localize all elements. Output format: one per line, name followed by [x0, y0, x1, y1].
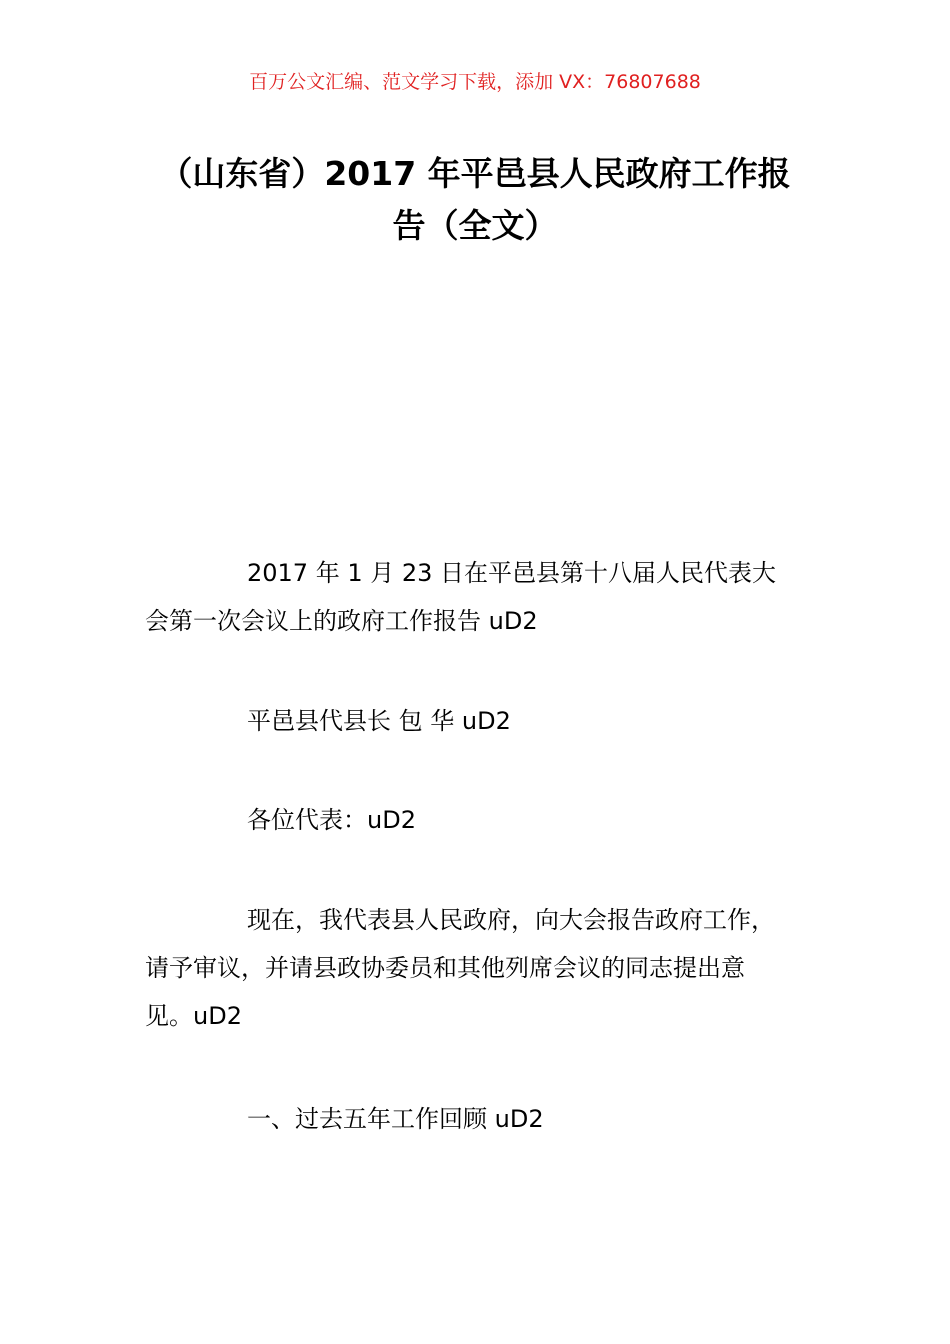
paragraph-line: 会第一次会议上的政府工作报告 uD2 [145, 607, 538, 635]
title-line-1: （山东省）2017 年平邑县人民政府工作报 [159, 154, 791, 193]
paragraph-opening [145, 896, 835, 1040]
title-line-2: 告（全文） [392, 206, 558, 245]
header-watermark-note: 百万公文汇编、范文学习下载，添加 VX：76807688 [249, 71, 701, 93]
paragraph-line: 见。uD2 [145, 1002, 242, 1030]
paragraph-salutation [145, 796, 835, 844]
paragraph-line: 现在，我代表县人民政府，向大会报告政府工作， [247, 906, 775, 934]
paragraph-line: 一、过去五年工作回顾 uD2 [247, 1105, 544, 1133]
paragraph-speaker [145, 697, 835, 745]
section-heading-review [145, 1095, 835, 1143]
paragraph-line: 请予审议，并请县政协委员和其他列席会议的同志提出意 [145, 954, 745, 982]
paragraph-line: 2017 年 1 月 23 日在平邑县第十八届人民代表大 [247, 559, 777, 587]
paragraph-line: 平邑县代县长 包 华 uD2 [247, 707, 511, 735]
document-title [120, 148, 830, 252]
paragraph-date-context [145, 549, 835, 645]
paragraph-line: 各位代表：uD2 [247, 806, 416, 834]
